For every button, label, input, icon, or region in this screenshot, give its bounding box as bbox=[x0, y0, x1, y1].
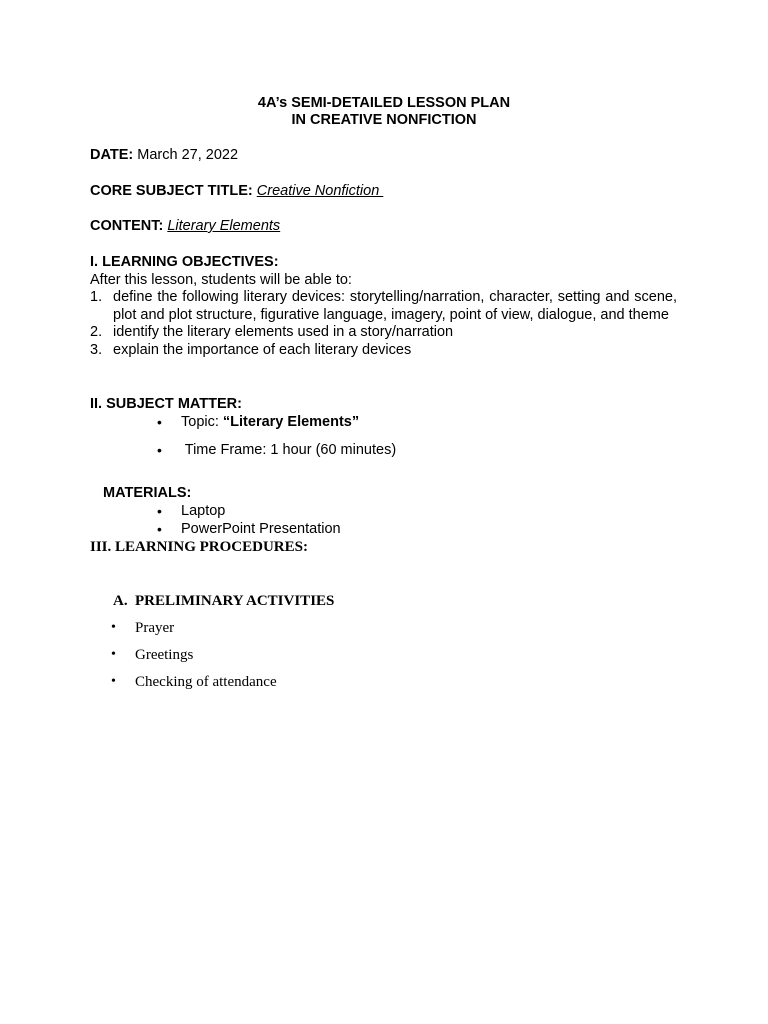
objective-item bbox=[90, 324, 677, 342]
bullet-icon: • bbox=[111, 674, 116, 689]
procedure-text: Checking of attendance bbox=[135, 674, 277, 690]
preliminary-activities-heading bbox=[113, 592, 334, 610]
material-item bbox=[157, 502, 225, 520]
core-subject-line bbox=[90, 182, 383, 200]
bullet-icon: • bbox=[157, 414, 162, 430]
procedure-item bbox=[111, 619, 174, 637]
objectives-heading: I. LEARNING OBJECTIVES: bbox=[90, 254, 279, 270]
topic-label: Topic: bbox=[181, 414, 223, 430]
objective-number: 2. bbox=[90, 324, 103, 341]
core-subject-value: Creative Nonfiction bbox=[256, 183, 384, 199]
procedure-text: Greetings bbox=[135, 647, 194, 663]
material-text: PowerPoint Presentation bbox=[181, 521, 341, 537]
date-line bbox=[90, 146, 238, 164]
objective-text: identify the literary elements used in a story/narration bbox=[113, 324, 454, 341]
objective-item bbox=[90, 342, 677, 360]
objective-text: define the following literary devices: storytelling/narration, character, setting and scene, plot and plot structure, figurative language, imagery, point of view, dialogue, and theme bbox=[113, 289, 677, 323]
date-value: March 27, 2022 bbox=[137, 147, 239, 163]
subject-matter-heading: II. SUBJECT MATTER: bbox=[90, 396, 242, 412]
bullet-icon: • bbox=[111, 647, 116, 662]
procedure-item bbox=[111, 646, 193, 664]
bullet-icon: • bbox=[157, 503, 162, 519]
section-a-title: PRELIMINARY ACTIVITIES bbox=[135, 593, 335, 609]
objective-number: 1. bbox=[90, 289, 103, 305]
topic-value: “Literary Elements” bbox=[222, 414, 360, 430]
doc-title-line-1: 4A’s SEMI-DETAILED LESSON PLAN bbox=[257, 95, 511, 111]
procedures-heading: III. LEARNING PROCEDURES: bbox=[90, 539, 308, 555]
bullet-icon: • bbox=[157, 521, 162, 537]
section-a-marker: A. bbox=[113, 593, 128, 609]
material-text: Laptop bbox=[181, 503, 226, 519]
content-label: CONTENT: bbox=[90, 218, 164, 234]
procedure-text: Prayer bbox=[135, 620, 175, 636]
time-frame-item bbox=[157, 441, 396, 459]
doc-title-line-2: IN CREATIVE NONFICTION bbox=[291, 112, 477, 128]
core-subject-label: CORE SUBJECT TITLE: bbox=[90, 183, 253, 199]
topic-item bbox=[157, 413, 359, 431]
objectives-list bbox=[90, 289, 677, 360]
procedure-item bbox=[111, 673, 277, 691]
content-line bbox=[90, 217, 280, 235]
materials-heading: MATERIALS: bbox=[103, 485, 192, 501]
objective-text: explain the importance of each literary devices bbox=[113, 342, 412, 359]
objective-item bbox=[90, 289, 677, 324]
objective-number: 3. bbox=[90, 342, 103, 359]
bullet-icon: • bbox=[157, 442, 162, 458]
material-item bbox=[157, 520, 341, 538]
objectives-intro: After this lesson, students will be able to: bbox=[90, 272, 352, 288]
bullet-icon: • bbox=[111, 620, 116, 635]
content-value: Literary Elements bbox=[167, 218, 281, 234]
time-frame-text: Time Frame: 1 hour (60 minutes) bbox=[181, 442, 397, 458]
date-label: DATE: bbox=[90, 147, 134, 163]
